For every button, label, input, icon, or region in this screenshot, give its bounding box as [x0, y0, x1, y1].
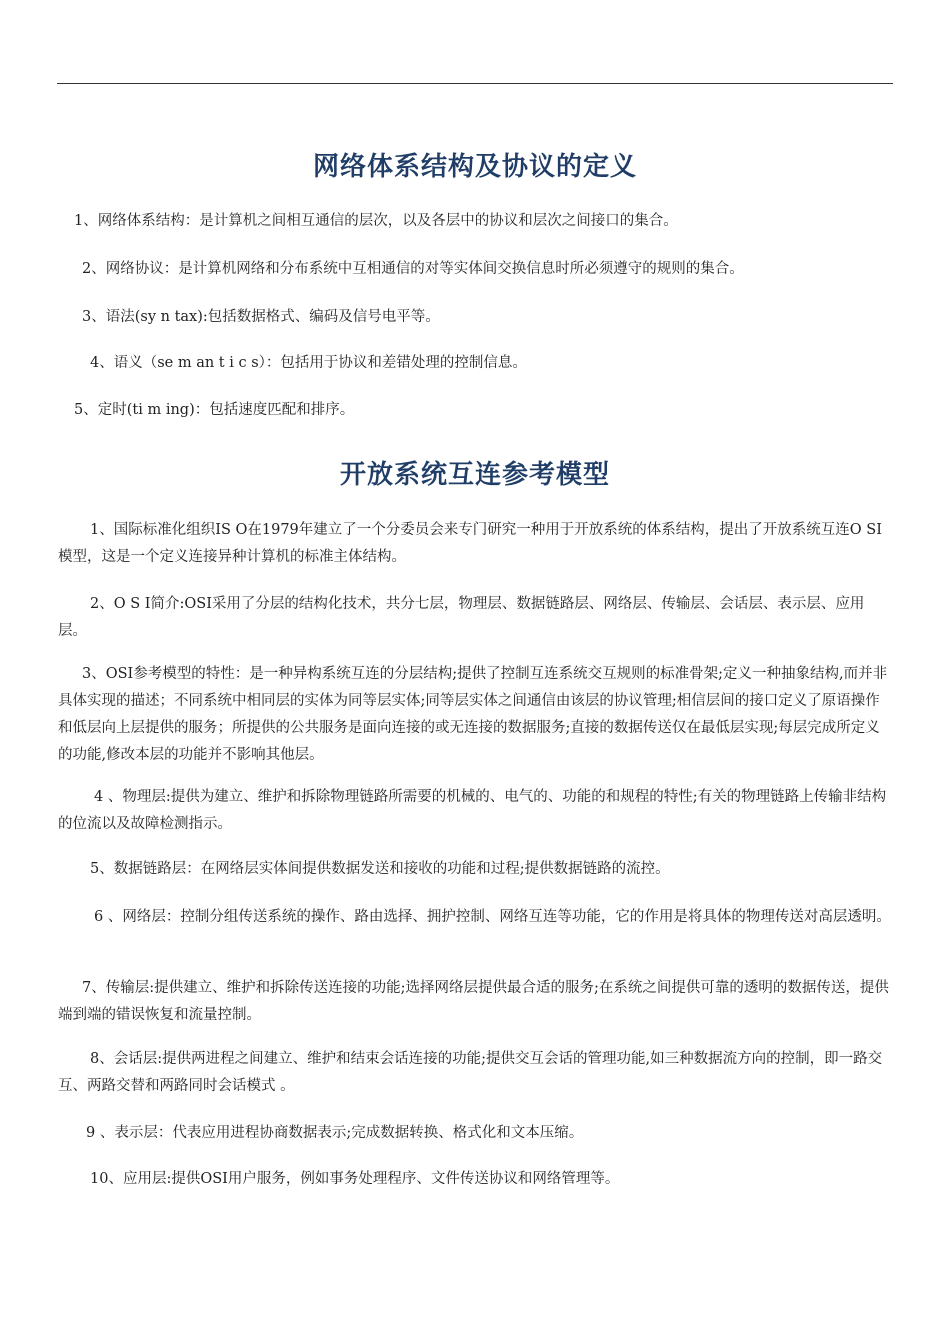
- osi-item-2: 2、O S I简介:OSI采用了分层的结构化技术，共分七层，物理层、数据链路层、网络层、传输层、会话层、表示层、应用层。: [58, 596, 865, 639]
- osi-item-10-application-layer: 10、应用层:提供OSI用户服务，例如事务处理程序、文件传送协议和网络管理等。: [90, 1171, 620, 1187]
- osi-item-6-network-layer: 6 、网络层：控制分组传送系统的操作、路由选择、拥护控制、网络互连等功能，它的作用是将具体的物理传送对高层透明。: [94, 909, 891, 925]
- section-title-network-architecture: 网络体系结构及协议的定义: [312, 152, 637, 182]
- definition-item-3: 3、语法(sy n tax):包括数据格式、编码及信号电平等。: [82, 309, 440, 325]
- osi-item-5-data-link-layer: 5、数据链路层：在网络层实体间提供数据发送和接收的功能和过程;提供数据链路的流控。: [90, 861, 670, 877]
- osi-item-9-presentation-layer: 9 、表示层：代表应用进程协商数据表示;完成数据转换、格式化和文本压缩。: [86, 1125, 584, 1141]
- definition-item-1: 1、网络体系结构：是计算机之间相互通信的层次，以及各层中的协议和层次之间接口的集合。: [74, 213, 678, 229]
- osi-item-8-session-layer: 8、会话层:提供两进程之间建立、维护和结束会话连接的功能;提供交互会话的管理功能,如三种数据流方向的控制，即一路交互、两路交替和两路同时会话模式 。: [58, 1051, 883, 1094]
- definition-item-4: 4、语义（se m an t i c s）：包括用于协议和差错处理的控制信息。: [90, 355, 527, 371]
- definition-item-2: 2、网络协议：是计算机网络和分布系统中互相通信的对等实体间交换信息时所必须遵守的规则的集合。: [82, 261, 744, 277]
- osi-item-4-physical-layer: 4 、物理层:提供为建立、维护和拆除物理链路所需要的机械的、电气的、功能的和规程的特性;有关的物理链路上传输非结构的位流以及故障检测指示。: [58, 789, 887, 832]
- definition-item-5: 5、定时(ti m ing)：包括速度匹配和排序。: [74, 402, 355, 418]
- osi-item-1: 1、国际标准化组织IS O在1979年建立了一个分委员会来专门研究一种用于开放系统的体系结构，提出了开放系统互连O SI模型，这是一个定义连接异种计算机的标准主体结构。: [58, 522, 882, 565]
- osi-item-3: 3、OSI参考模型的特性：是一种异构系统互连的分层结构;提供了控制互连系统交互规则的标准骨架;定义一种抽象结构,而并非具体实现的描述；不同系统中相同层的实体为同等层实体;同等层实体之间通信由该层的协议管理;相信层间的接口定义了原语操作和低层向上层提供的服务；所提供的公共服务是面向连接的或无连接的数据服务;直接的数据传送仅在最低层实现;每层完成所定义的功能,修改本层的功能并不影响其他层。: [58, 666, 888, 763]
- section-title-osi-model: 开放系统互连参考模型: [339, 460, 610, 490]
- header-rule: [57, 83, 893, 84]
- osi-item-7-transport-layer: 7、传输层:提供建立、维护和拆除传送连接的功能;选择网络层提供最合适的服务;在系统之间提供可靠的透明的数据传送，提供端到端的错误恢复和流量控制。: [58, 980, 889, 1023]
